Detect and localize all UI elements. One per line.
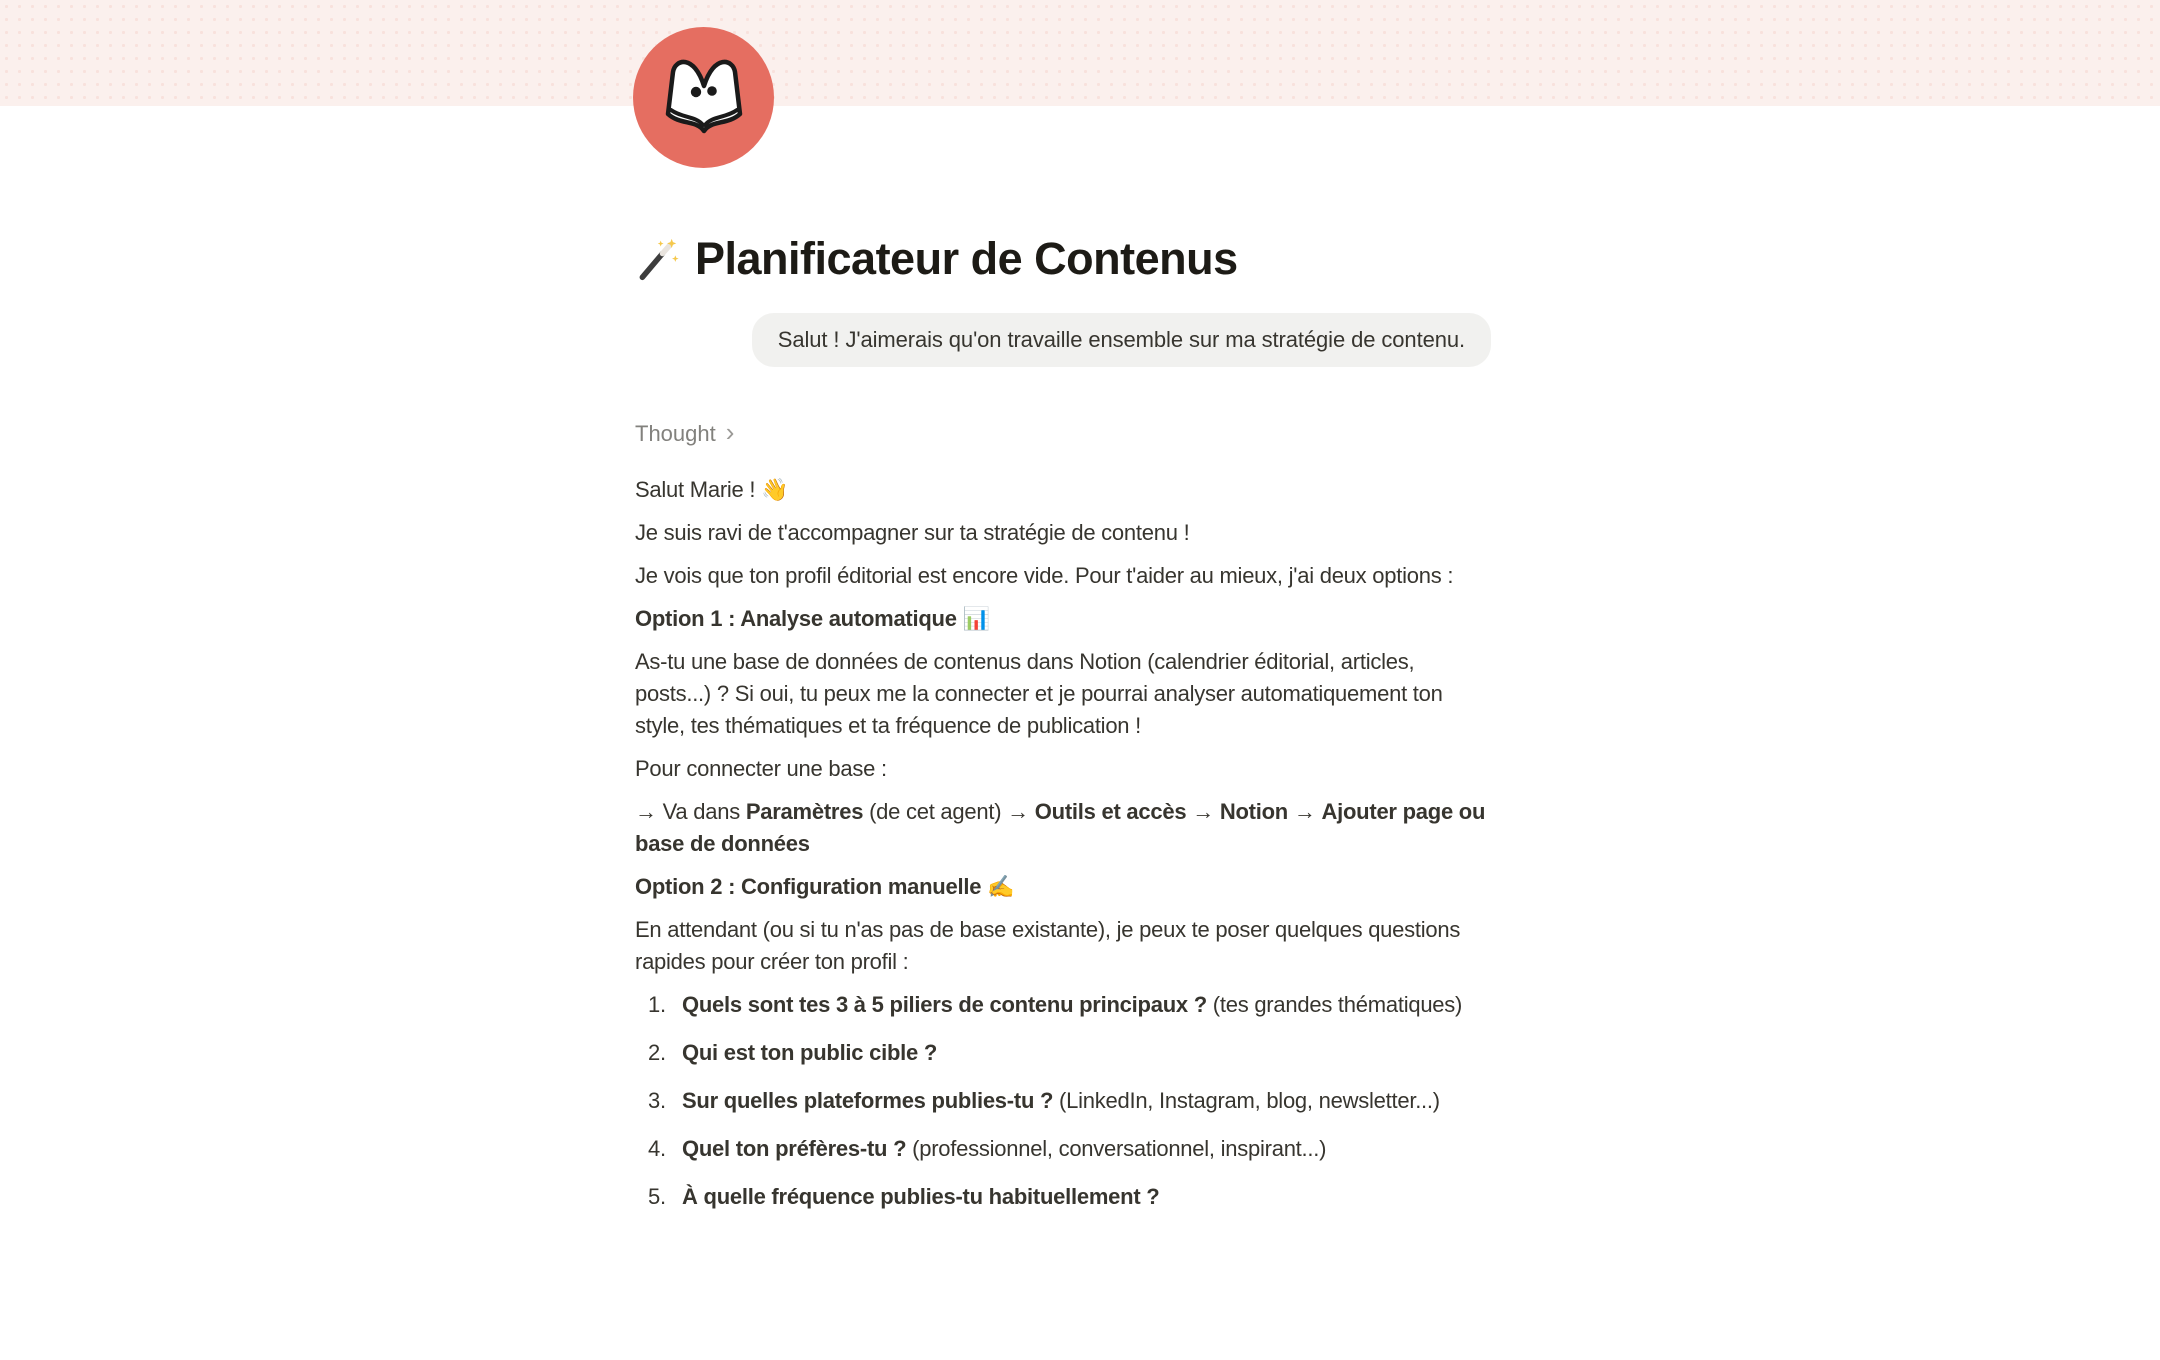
user-message-row	[635, 313, 1491, 367]
bold-text: Option 1 : Analyse automatique 📊	[635, 606, 990, 631]
response-paragraph	[635, 914, 1491, 978]
bold-text: Sur quelles plateformes publies-tu ?	[682, 1088, 1054, 1113]
text: As-tu une base de données de contenus dans Notion (calendrier éditorial, articles, posts...) ? Si oui, tu peux me la connecter et je pourrai analyser automatiquement ton style, tes thématiques et ta fréquence de publication !	[635, 649, 1443, 738]
bold-text: Qui est ton public cible ?	[682, 1040, 938, 1065]
assistant-response	[635, 474, 1491, 1213]
numbered-list-item	[635, 1181, 1491, 1213]
text: (tes grandes thématiques)	[1206, 992, 1463, 1017]
list-item-number: 4.	[648, 1136, 666, 1161]
user-message-bubble: Salut ! J'aimerais qu'on travaille ensemble sur ma stratégie de contenu.	[752, 313, 1491, 367]
text: Salut Marie ! 👋	[635, 477, 789, 502]
bold-text: Quels sont tes 3 à 5 piliers de contenu principaux ?	[682, 992, 1207, 1017]
bold-text: À quelle fréquence publies-tu habituellement ?	[682, 1184, 1160, 1209]
chevron-right-icon: ›	[725, 417, 735, 447]
text: (de cet agent) →	[863, 799, 1035, 824]
text: (professionnel, conversationnel, inspirant...)	[906, 1136, 1327, 1161]
text: (LinkedIn, Instagram, blog, newsletter...)	[1053, 1088, 1440, 1113]
thought-label: Thought	[635, 421, 716, 446]
response-paragraph	[635, 796, 1491, 860]
response-paragraph	[635, 646, 1491, 742]
numbered-list-item	[635, 1085, 1491, 1117]
text: Pour connecter une base :	[635, 756, 887, 781]
list-item-text	[682, 1037, 1491, 1069]
text: → Va dans	[635, 799, 746, 824]
list-item-number: 1.	[648, 992, 666, 1017]
text: Je vois que ton profil éditorial est encore vide. Pour t'aider au mieux, j'ai deux options :	[635, 563, 1454, 588]
response-paragraph	[635, 871, 1491, 903]
response-paragraph	[635, 753, 1491, 785]
bold-text: Option 2 : Configuration manuelle ✍️	[635, 874, 1015, 899]
text: →	[1288, 799, 1322, 824]
list-item-text	[682, 989, 1491, 1021]
bold-text: Notion	[1219, 799, 1288, 824]
response-paragraph	[635, 474, 1491, 506]
numbered-list-item	[635, 1037, 1491, 1069]
list-item-text	[682, 1085, 1491, 1117]
response-paragraph	[635, 603, 1491, 635]
list-item-text	[682, 1133, 1491, 1165]
numbered-list-item	[635, 989, 1491, 1021]
numbered-list-item	[635, 1133, 1491, 1165]
bold-text: Paramètres	[745, 799, 864, 824]
text: Je suis ravi de t'accompagner sur ta stratégie de contenu !	[635, 520, 1190, 545]
list-item-number: 3.	[648, 1088, 666, 1113]
page-content	[635, 0, 1491, 1229]
magic-wand-icon	[635, 235, 679, 283]
list-item-number: 2.	[648, 1040, 666, 1065]
list-item-text	[682, 1181, 1491, 1213]
text: →	[1186, 799, 1220, 824]
response-paragraph	[635, 560, 1491, 592]
bold-text: Quel ton préfères-tu ?	[682, 1136, 907, 1161]
thought-toggle[interactable]	[635, 419, 734, 449]
list-item-number: 5.	[648, 1184, 666, 1209]
text: En attendant (ou si tu n'as pas de base existante), je peux te poser quelques questions rapides pour créer ton profil :	[635, 917, 1461, 974]
bold-text: Ajouter page ou base de données	[635, 799, 1486, 856]
page-title-text: Planificateur de Contenus	[695, 233, 1238, 284]
bold-text: Outils et accès	[1034, 799, 1187, 824]
response-paragraph	[635, 517, 1491, 549]
page-title	[635, 232, 1491, 286]
